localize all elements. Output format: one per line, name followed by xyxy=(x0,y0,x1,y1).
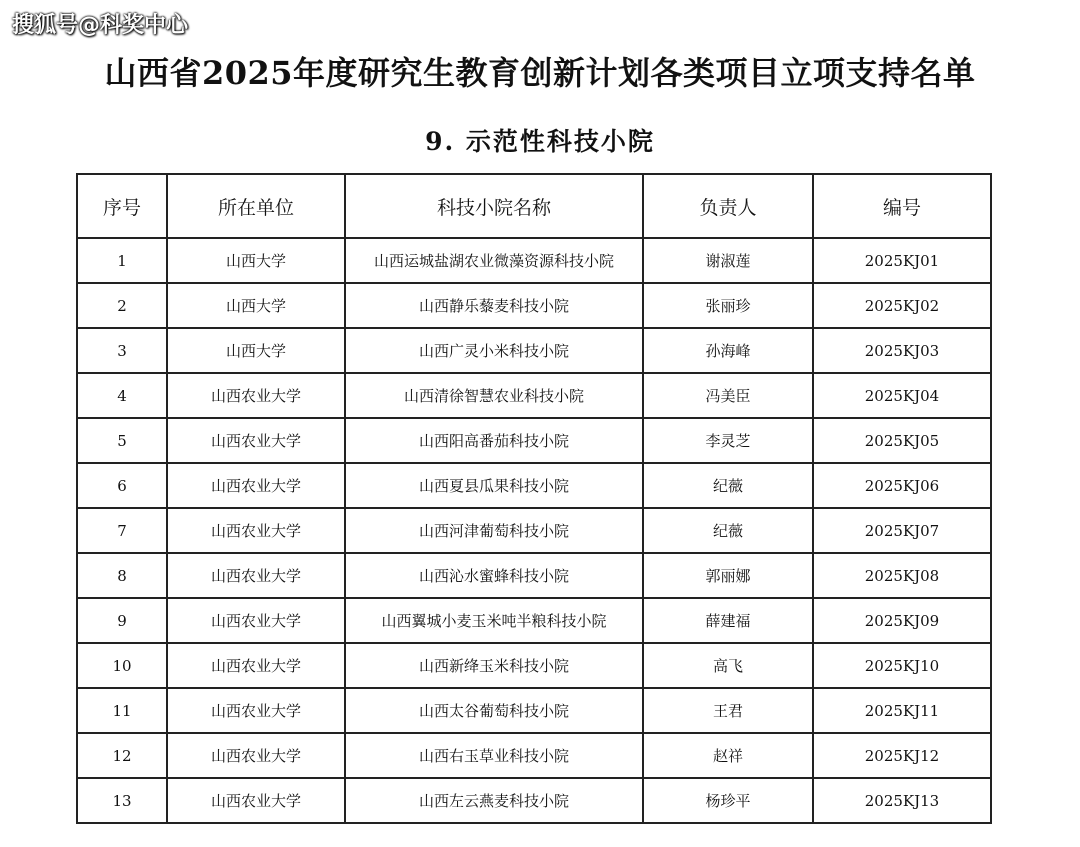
cell-code: 2025KJ05 xyxy=(813,418,991,463)
cell-code: 2025KJ07 xyxy=(813,508,991,553)
table-row xyxy=(77,463,991,508)
cell-code: 2025KJ03 xyxy=(813,328,991,373)
cell-index: 4 xyxy=(77,373,167,418)
cell-index: 2 xyxy=(77,283,167,328)
table-row xyxy=(77,733,991,778)
table-row xyxy=(77,778,991,823)
cell-index: 11 xyxy=(77,688,167,733)
cell-index: 9 xyxy=(77,598,167,643)
cell-institution: 山西农业大学 xyxy=(167,643,345,688)
cell-name: 山西新绛玉米科技小院 xyxy=(345,643,643,688)
cell-code: 2025KJ04 xyxy=(813,373,991,418)
cell-name: 山西河津葡萄科技小院 xyxy=(345,508,643,553)
cell-institution: 山西农业大学 xyxy=(167,778,345,823)
cell-code: 2025KJ09 xyxy=(813,598,991,643)
cell-index: 1 xyxy=(77,238,167,283)
cell-institution: 山西大学 xyxy=(167,238,345,283)
table-row xyxy=(77,373,991,418)
cell-code: 2025KJ12 xyxy=(813,733,991,778)
cell-institution: 山西农业大学 xyxy=(167,688,345,733)
cell-institution: 山西农业大学 xyxy=(167,553,345,598)
cell-code: 2025KJ10 xyxy=(813,643,991,688)
cell-leader: 谢淑莲 xyxy=(643,238,813,283)
cell-leader: 郭丽娜 xyxy=(643,553,813,598)
cell-code: 2025KJ13 xyxy=(813,778,991,823)
cell-code: 2025KJ11 xyxy=(813,688,991,733)
cell-code: 2025KJ08 xyxy=(813,553,991,598)
cell-code: 2025KJ06 xyxy=(813,463,991,508)
section-title: 9. 示范性科技小院 xyxy=(425,127,655,156)
cell-leader: 赵祥 xyxy=(643,733,813,778)
table-row xyxy=(77,238,991,283)
header-cell-name: 科技小院名称 xyxy=(345,174,643,238)
cell-institution: 山西农业大学 xyxy=(167,598,345,643)
table-header-row xyxy=(77,174,991,238)
cell-name: 山西沁水蜜蜂科技小院 xyxy=(345,553,643,598)
cell-name: 山西右玉草业科技小院 xyxy=(345,733,643,778)
cell-leader: 冯美臣 xyxy=(643,373,813,418)
cell-leader: 纪薇 xyxy=(643,508,813,553)
cell-name: 山西阳高番茄科技小院 xyxy=(345,418,643,463)
cell-name: 山西运城盐湖农业微藻资源科技小院 xyxy=(345,238,643,283)
cell-index: 13 xyxy=(77,778,167,823)
table-row xyxy=(77,508,991,553)
table-row xyxy=(77,283,991,328)
cell-code: 2025KJ02 xyxy=(813,283,991,328)
cell-index: 10 xyxy=(77,643,167,688)
cell-name: 山西广灵小米科技小院 xyxy=(345,328,643,373)
table-row xyxy=(77,553,991,598)
table-body xyxy=(77,238,991,823)
cell-leader: 张丽珍 xyxy=(643,283,813,328)
cell-leader: 孙海峰 xyxy=(643,328,813,373)
cell-index: 8 xyxy=(77,553,167,598)
cell-index: 6 xyxy=(77,463,167,508)
cell-index: 3 xyxy=(77,328,167,373)
cell-leader: 李灵芝 xyxy=(643,418,813,463)
cell-name: 山西静乐藜麦科技小院 xyxy=(345,283,643,328)
cell-code: 2025KJ01 xyxy=(813,238,991,283)
cell-institution: 山西农业大学 xyxy=(167,463,345,508)
cell-institution: 山西大学 xyxy=(167,283,345,328)
project-table xyxy=(76,173,992,824)
table-row xyxy=(77,643,991,688)
cell-index: 5 xyxy=(77,418,167,463)
cell-institution: 山西农业大学 xyxy=(167,373,345,418)
cell-institution: 山西农业大学 xyxy=(167,508,345,553)
cell-name: 山西太谷葡萄科技小院 xyxy=(345,688,643,733)
table-row xyxy=(77,418,991,463)
watermark-text: 搜狐号@科奖中心 xyxy=(12,13,189,38)
cell-name: 山西左云燕麦科技小院 xyxy=(345,778,643,823)
header-cell-leader: 负责人 xyxy=(643,174,813,238)
cell-institution: 山西大学 xyxy=(167,328,345,373)
cell-institution: 山西农业大学 xyxy=(167,733,345,778)
cell-name: 山西夏县瓜果科技小院 xyxy=(345,463,643,508)
header-cell-code: 编号 xyxy=(813,174,991,238)
cell-leader: 高飞 xyxy=(643,643,813,688)
table-row xyxy=(77,328,991,373)
cell-leader: 薛建福 xyxy=(643,598,813,643)
cell-name: 山西翼城小麦玉米吨半粮科技小院 xyxy=(345,598,643,643)
cell-index: 7 xyxy=(77,508,167,553)
cell-institution: 山西农业大学 xyxy=(167,418,345,463)
page-title: 山西省2025年度研究生教育创新计划各类项目立项支持名单 xyxy=(104,54,976,92)
cell-name: 山西清徐智慧农业科技小院 xyxy=(345,373,643,418)
header-cell-institution: 所在单位 xyxy=(167,174,345,238)
table-row xyxy=(77,688,991,733)
cell-index: 12 xyxy=(77,733,167,778)
cell-leader: 杨珍平 xyxy=(643,778,813,823)
header-cell-index: 序号 xyxy=(77,174,167,238)
cell-leader: 纪薇 xyxy=(643,463,813,508)
cell-leader: 王君 xyxy=(643,688,813,733)
table-row xyxy=(77,598,991,643)
